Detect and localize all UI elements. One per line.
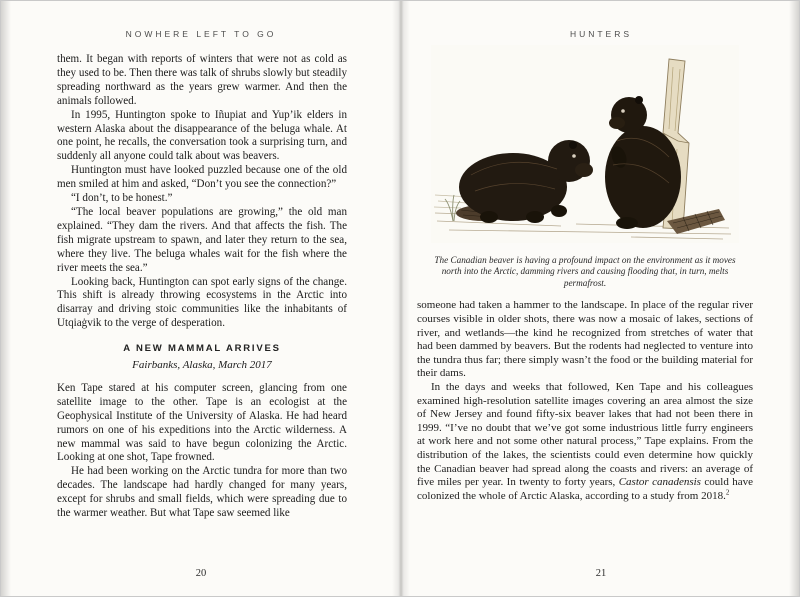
beaver-figure <box>417 45 753 289</box>
figure-caption: The Canadian beaver is having a profound impact on the environment as it moves north into the Arctic, damming rivers and causing flooding that, in turn, melts permafrost. <box>434 254 736 288</box>
paragraph <box>417 381 753 503</box>
paragraph: Looking back, Huntington can spot early signs of the change. This shift is already throwing ecosystems in the Arctic into disarray and driving stoic communities like the inhabitants of Utqiaġvik to the verge of desperation. <box>57 275 347 330</box>
species-name: Castor canadensis <box>618 476 701 489</box>
section-heading: A NEW MAMMAL ARRIVES <box>123 343 281 355</box>
paragraph: He had been working on the Arctic tundra for more than two decades. The landscape had hardly changed for many years, except for shrubs and small fields, which were spreading due to the warmer weather. But what Tape saw seemed like <box>57 465 347 520</box>
left-running-head: NOWHERE LEFT TO GO <box>125 29 277 39</box>
right-text-block <box>417 45 753 503</box>
paragraph-text: In the days and weeks that followed, Ken Tape and his colleagues examined high-resolution satellite images covering an area almost the size of New Jersey and found fifty-six beaver lakes that had not been there in 1999. “I’ve no doubt that we’ve got some industrious little furry engineers at work here and not some other natural process,” Tape explains. From the distribution of the lakes, the scientists could even determine how quickly the Canadian beaver had spread along the coasts and rivers: an average of five miles per year. In twenty to forty years, <box>417 380 753 489</box>
section-subheading: Fairbanks, Alaska, March 2017 <box>132 359 272 372</box>
paragraph: someone had taken a hammer to the landscape. In place of the regular river courses visible in older shots, there was now a mosaic of lakes, sections of river, and wetlands—the kind he recognized from stretches of water that had been dammed by beavers. But the rodents had neglected to venture into the tundra thus far; there simply wasn’t the food or the building material for their dams. <box>417 299 753 380</box>
paragraph: “The local beaver populations are growing,” the old man explained. “They dam the rivers. And that affects the fish. The fish migrate upstream to spawn, and later they return to the sea, where they live. The beluga whales wait for the fish where the river meets the sea.” <box>57 205 347 274</box>
paragraph: them. It began with reports of winters that were not as cold as they used to be. Then there was talk of shrubs slowly but steadily spreading northward as the years grew warmer. And then the animals followed. <box>57 53 347 107</box>
right-running-head: HUNTERS <box>569 29 633 39</box>
beaver-engraving-illustration <box>431 45 739 248</box>
left-page-number: 20 <box>195 568 207 579</box>
paragraph-text: could have colonized the whole of Arctic Alaska, according to a study from 2018. <box>417 476 753 502</box>
footnote-marker: 2 <box>725 488 730 497</box>
paragraph: “I don’t, to be honest.” <box>71 192 173 205</box>
paragraph: Ken Tape stared at his computer screen, glancing from one satellite image to the other. Tape is an ecologist at the Geophysical Institute of the University of Alaska. He had heard rumors on one of his expeditions into the Arctic wilderness. A new mammal was said to have begun colonizing the Arctic. Looking at one shot, Tape frowned. <box>57 381 347 464</box>
beaver-engraving-svg <box>431 45 739 243</box>
left-page <box>1 1 401 596</box>
paragraph: In 1995, Huntington spoke to Iñupiat and Yup’ik elders in western Alaska about the disappearance of the beluga whale. At one point, he recalls, the conversation took a surprising turn, and suddenly all anyone could talk about was beavers. <box>57 108 347 163</box>
paragraph: Huntington must have looked puzzled because one of the old men smiled at him and asked, “Don’t you see the connection?” <box>57 164 347 191</box>
right-body <box>417 299 753 503</box>
right-page-number: 21 <box>595 568 607 579</box>
right-page <box>401 1 800 596</box>
left-text-block <box>57 53 347 521</box>
